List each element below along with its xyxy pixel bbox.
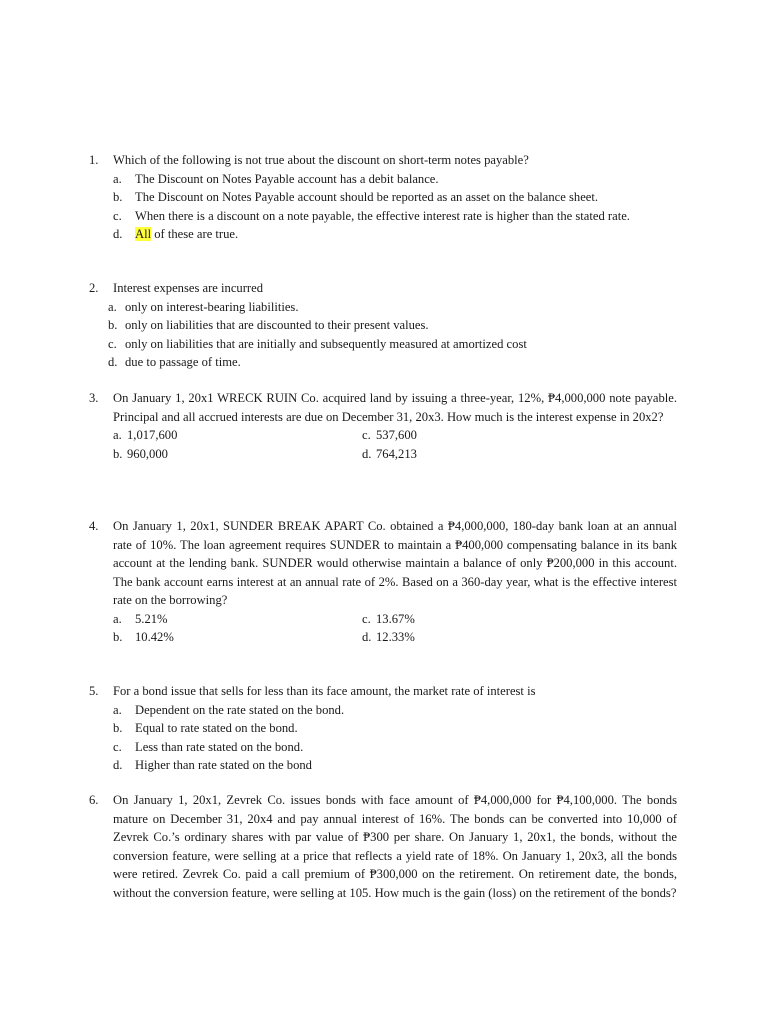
option-letter: d. (362, 630, 372, 644)
option-c (362, 426, 677, 445)
option-text: only on interest-bearing liabilities. (125, 299, 299, 314)
option-a (113, 610, 362, 629)
option-text: 10.42% (135, 630, 174, 644)
option-letter: a. (108, 299, 117, 314)
question-stem: On January 1, 20x1, Zevrek Co. issues bonds with face amount of ₱4,000,000 for ₱4,100,000. The bonds mature on December 31, 20x4 and pay annual interest of 16%. The bonds can be converted into 10,000 of Zevrek Co.’s ordinary shares with par value of ₱300 per share. On January 1, 20x1, the bonds, without the conversion feature, were selling at a price that reflects a yield rate of 18%. On January 1, 20x3, all the bonds were retired. Zevrek Co. paid a call premium of ₱300,000 on the retirement. On retirement date, the bonds, without the conversion feature, were selling at 105. How much is the gain (loss) on the retirement of the bonds? (113, 793, 677, 900)
option-letter: a. (113, 171, 122, 186)
option-letter: a. (113, 428, 122, 442)
option-a (113, 701, 677, 720)
option-text: 1,017,600 (127, 428, 178, 442)
question-stem: Interest expenses are incurred (113, 281, 263, 295)
option-text: 13.67% (376, 611, 415, 626)
option-c (113, 207, 677, 226)
option-letter: b. (113, 190, 123, 204)
option-text: due to passage of time. (125, 355, 241, 369)
question-6 (89, 791, 677, 902)
option-text: of these are true. (151, 227, 239, 241)
option-letter: d. (108, 355, 118, 369)
option-text: Less than rate stated on the bond. (135, 739, 304, 754)
option-text: only on liabilities that are discounted to their present values. (125, 318, 429, 332)
option-letter: c. (113, 739, 122, 754)
question-stem: Which of the following is not true about the discount on short-term notes payable? (113, 153, 529, 167)
option-a (113, 426, 362, 445)
option-text: Higher than rate stated on the bond (135, 758, 312, 772)
option-letter: c. (362, 428, 371, 442)
option-b (108, 316, 677, 335)
highlighted-answer: All (135, 227, 152, 241)
option-letter: d. (113, 227, 123, 241)
option-text: Equal to rate stated on the bond. (135, 721, 298, 735)
option-letter: b. (113, 721, 123, 735)
question-number: 6. (89, 793, 99, 807)
option-letter: b. (113, 630, 123, 644)
option-a (113, 170, 677, 189)
option-text: The Discount on Notes Payable account has a debit balance. (135, 171, 439, 186)
question-stem: On January 1, 20x1 WRECK RUIN Co. acquired land by issuing a three-year, 12%, ₱4,000,000 note payable. Principal and all accrued interests are due on December 31, 20x3. How much is the interest expense in 20x2? (113, 391, 677, 424)
option-text: only on liabilities that are initially and subsequently measured at amortized cost (125, 336, 527, 351)
question-number: 5. (89, 684, 99, 698)
option-d (362, 628, 677, 647)
option-letter: c. (362, 611, 371, 626)
option-letter: a. (113, 611, 122, 626)
question-stem: For a bond issue that sells for less than its face amount, the market rate of interest is (113, 684, 536, 698)
option-letter: d. (113, 758, 123, 772)
question-stem: On January 1, 20x1, SUNDER BREAK APART Co. obtained a ₱4,000,000, 180-day bank loan at an annual rate of 10%. The loan agreement requires SUNDER to maintain a ₱400,000 compensating balance in its bank account at the lending bank. SUNDER would otherwise maintain a balance of only ₱200,000 in this account. The bank account earns interest at an annual rate of 2%. Based on a 360-day year, what is the effective interest rate on the borrowing? (113, 519, 677, 607)
option-c (108, 335, 677, 354)
option-d (362, 445, 677, 464)
question-3 (89, 389, 677, 463)
option-letter: b. (113, 446, 123, 461)
question-5 (89, 682, 677, 775)
option-b (113, 188, 677, 207)
option-text: 960,000 (127, 446, 168, 461)
question-4 (89, 517, 677, 647)
question-number: 3. (89, 391, 99, 405)
question-number: 2. (89, 281, 99, 295)
option-d (113, 225, 677, 244)
option-c (113, 738, 677, 757)
question-2 (89, 279, 677, 372)
option-text: 5.21% (135, 611, 168, 626)
question-number: 4. (89, 519, 99, 533)
option-text: 12.33% (376, 630, 415, 644)
option-letter: c. (108, 336, 117, 351)
option-letter: a. (113, 702, 122, 717)
option-c (362, 610, 677, 629)
option-b (113, 628, 362, 647)
option-text: 764,213 (376, 446, 417, 461)
option-d (113, 756, 677, 775)
option-text: Dependent on the rate stated on the bond. (135, 702, 345, 717)
question-number: 1. (89, 153, 99, 167)
option-text: The Discount on Notes Payable account should be reported as an asset on the balance sheet. (135, 190, 599, 204)
option-a (108, 298, 677, 317)
option-letter: c. (113, 208, 122, 223)
option-d (108, 353, 677, 372)
option-letter: b. (108, 318, 118, 332)
option-text: When there is a discount on a note payable, the effective interest rate is higher than the stated rate. (135, 208, 630, 223)
question-1 (89, 151, 677, 244)
option-letter: d. (362, 446, 372, 461)
option-b (113, 445, 362, 464)
option-b (113, 719, 677, 738)
option-text: 537,600 (376, 428, 417, 442)
